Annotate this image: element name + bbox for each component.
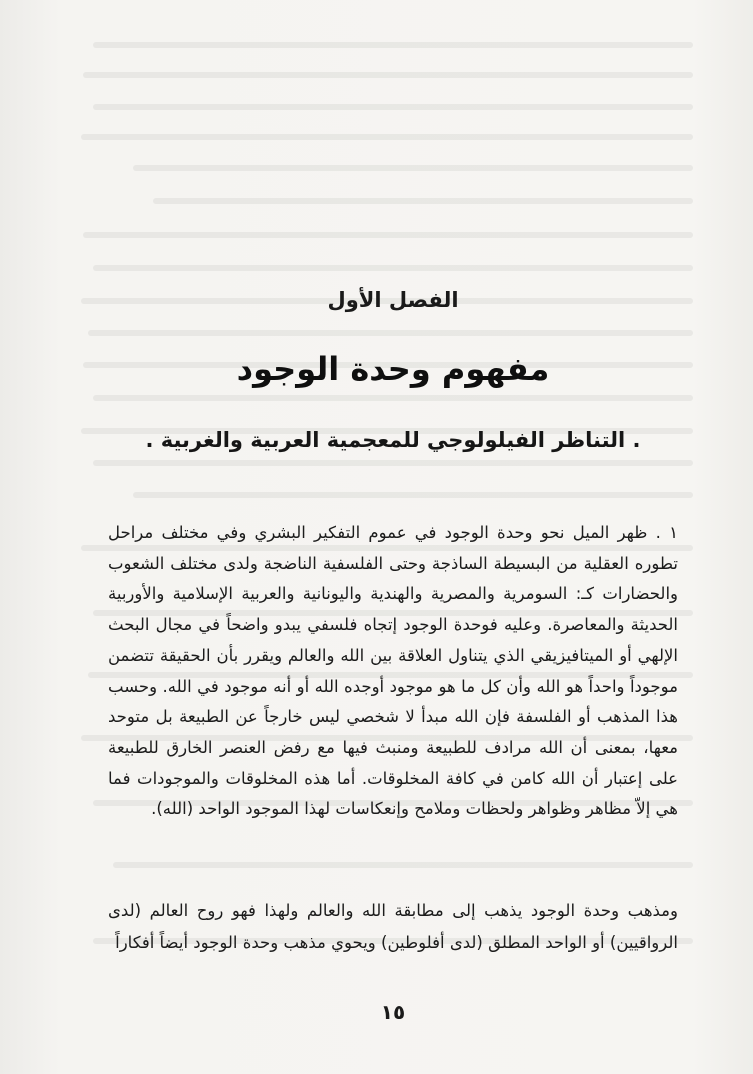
page-title: مفهوم وحدة الوجود — [236, 350, 550, 388]
body-paragraph-1: ١ . ظهر الميل نحو وحدة الوجود في عموم التفكير البشري وفي مختلف مراحل تطوره العقلية من البسيطة الساذجة وحتى الفلسفية الناضجة ولدى مختلف الشعوب والحضارات كـ: السومرية والمصرية والهندية واليونانية والعربية الإسلامية والأوربية الحديثة والمعاصرة. وعليه فوحدة الوجود إتجاه فلسفي يبدو واضحاً في مجال البحث الإلهي أو الميتافيزيقي الذي يتناول العلاقة بين الله والعالم ويقرر بأن الحقيقة تتضمن موجوداً واحداً هو الله وأن كل ما هو موجود أوجده الله أو أنه موجود في الله. وحسب هذا المذهب أو الفلسفة فإن الله مبدأ لا شخصي ليس خارجاً عن الطبيعة بل متوحد معها، بمعنى أن الله مرادف للطبيعة ومنبث فيها مع رفض العنصر الخارق للطبيعة على إعتبار أن الله كامن في كافة المخلوقات. أما هذه المخلوقات والموجودات فما هي إلاّ مظاهر وظواهر ولحظات وملامح وإنعكاسات لهذا الموجود الواحد (الله). — [108, 523, 678, 819]
page-number: ١٥ — [380, 1000, 406, 1024]
body-paragraph-2: ومذهب وحدة الوجود يذهب إلى مطابقة الله والعالم ولهذا فهو روح العالم (لدى الرواقيين) أو الواحد المطلق (لدى أفلوطين) ويحوي مذهب وحدة الوجود أيضاً أفكاراً — [108, 901, 678, 952]
chapter-heading: الفصل الأول — [327, 288, 459, 312]
section-subtitle: . التناظر الفيلولوجي للمعجمية العربية والغربية . — [145, 428, 641, 452]
